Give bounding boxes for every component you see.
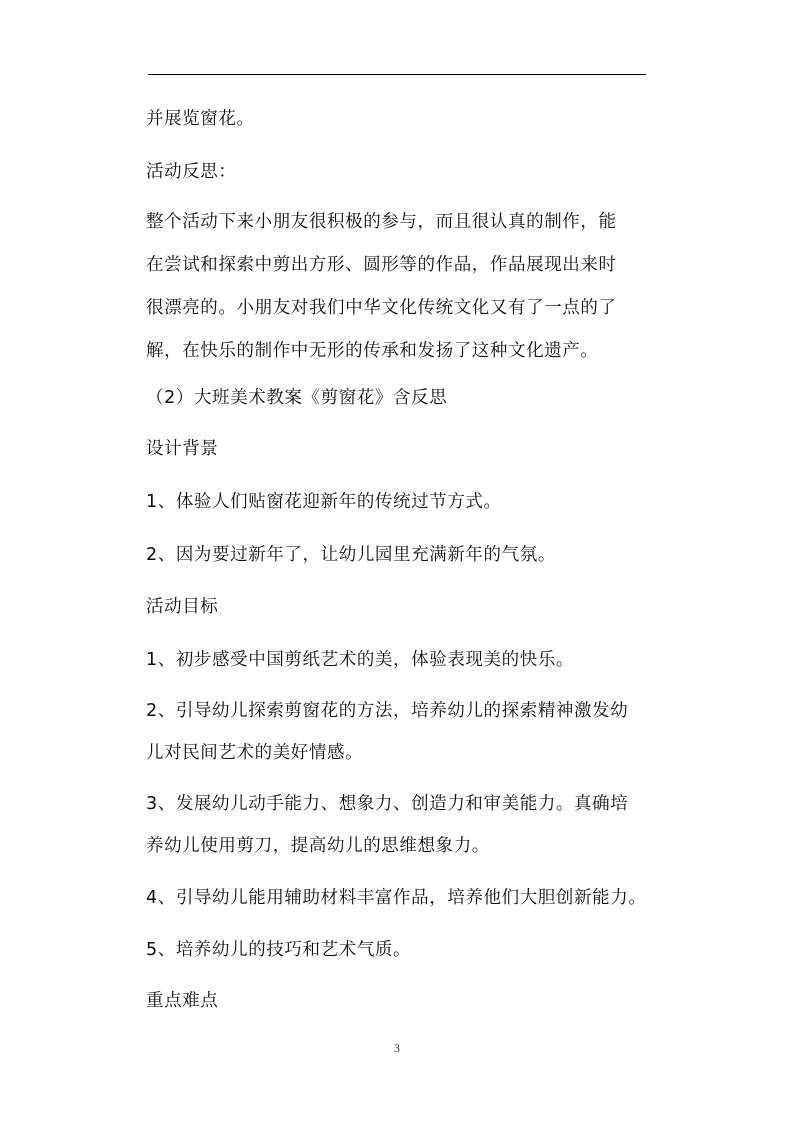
list-item: 2、引导幼儿探索剪窗花的方法，培养幼儿的探索精神激发幼: [146, 701, 629, 721]
section-heading: 重点难点: [146, 991, 219, 1011]
list-item: 2、因为要过新年了，让幼儿园里充满新年的气氛。: [146, 545, 556, 565]
text-line: 很漂亮的。小朋友对我们中华文化传统文化又有了一点的了: [146, 298, 617, 318]
page-number: 3: [394, 1041, 400, 1055]
text-line: 并展览窗花。: [146, 109, 255, 129]
text-line: 整个活动下来小朋友很积极的参与，而且很认真的制作，能: [146, 212, 617, 232]
section-heading: 活动目标: [146, 597, 219, 617]
list-item: 1、初步感受中国剪纸艺术的美，体验表现美的快乐。: [146, 650, 575, 670]
list-item-continued: 养幼儿使用剪刀，提高幼儿的思维想象力。: [146, 836, 490, 856]
list-item: 1、体验人们贴窗花迎新年的传统过节方式。: [146, 492, 502, 512]
list-item: 4、引导幼儿能用辅助材料丰富作品，培养他们大胆创新能力。: [146, 888, 647, 908]
header-rule: [148, 74, 646, 75]
section-heading: 设计背景: [146, 439, 219, 459]
list-item: 3、发展幼儿动手能力、想象力、创造力和审美能力。真确培: [146, 794, 629, 814]
list-item: 5、培养幼儿的技巧和艺术气质。: [146, 940, 412, 960]
section-heading: （2）大班美术教案《剪窗花》含反思: [146, 388, 448, 408]
list-item-continued: 儿对民间艺术的美好情感。: [146, 743, 364, 763]
text-line: 活动反思：: [146, 162, 237, 182]
text-line: 在尝试和探索中剪出方形、圆形等的作品，作品展现出来时: [146, 255, 617, 275]
text-line: 解，在快乐的制作中无形的传承和发扬了这种文化遗产。: [146, 341, 599, 361]
